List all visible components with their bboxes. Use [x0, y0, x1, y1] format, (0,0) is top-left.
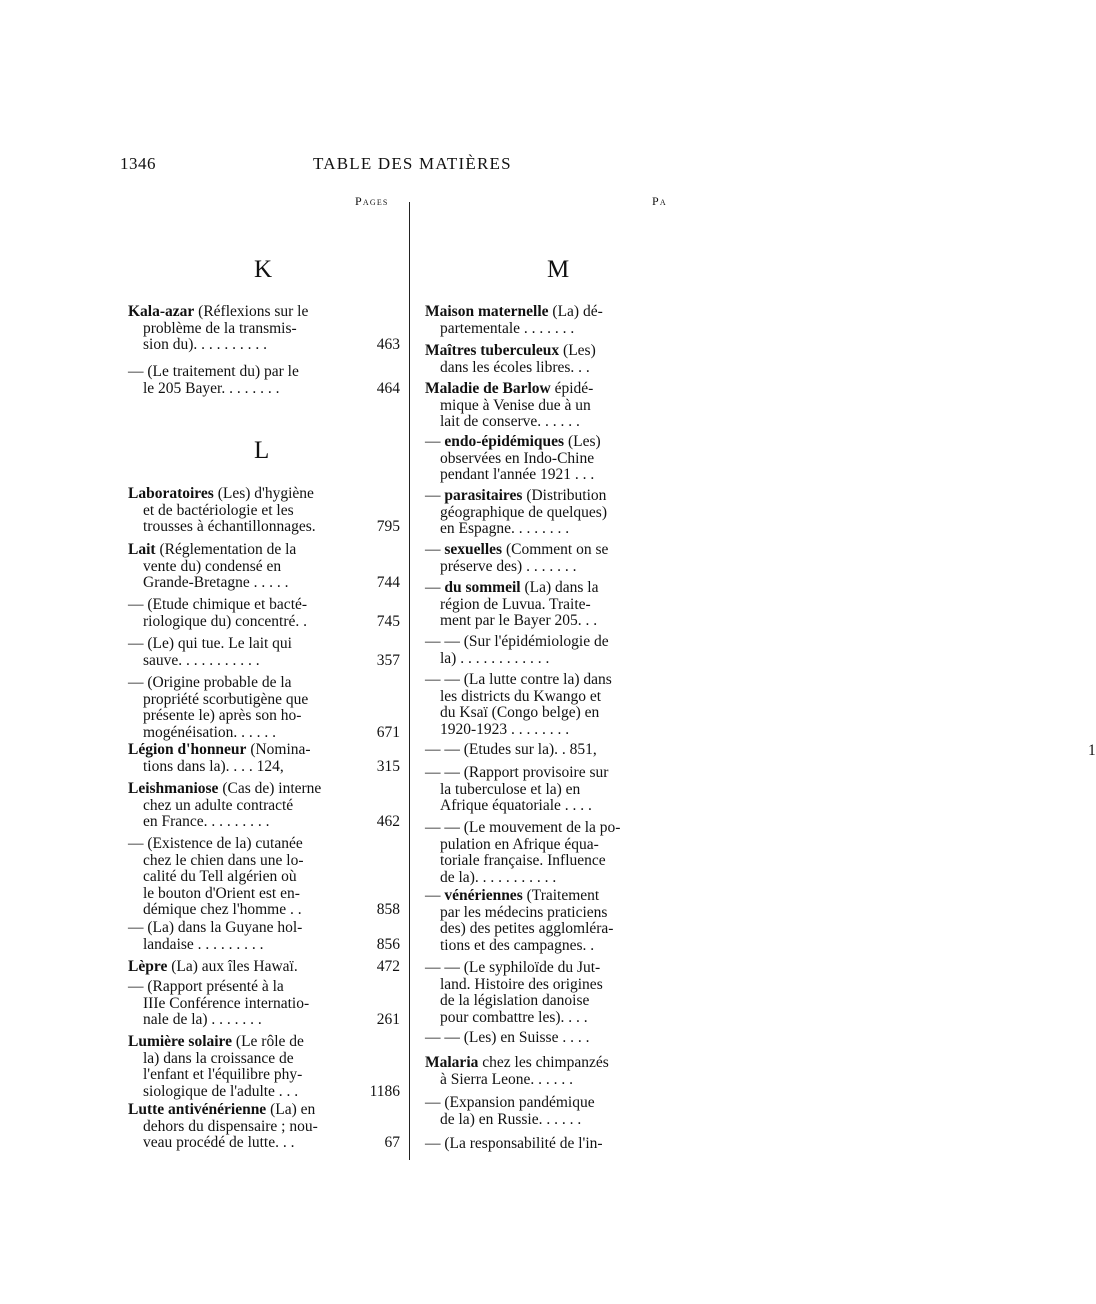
index-entry: — sexuelles (Comment on se préserve des) . . . . . . . [425, 541, 609, 575]
page-ref: 1186 [369, 1082, 400, 1100]
index-entry: — — (Etudes sur la). . 851, [425, 741, 597, 758]
pages-label-right: Pa [652, 194, 667, 208]
index-entry: Lait (Réglementation de la vente du) condensé en Grande-Bretagne . . . . . 744 [128, 541, 400, 592]
index-entry: — (La) dans la Guyane hol- landaise . . . . . . . . . 856 [128, 919, 400, 953]
page-number: 1346 [120, 154, 156, 173]
index-entry: — (Le traitement du) par le le 205 Bayer. . . . . . . . 464 [128, 363, 400, 397]
index-entry: Laboratoires (Les) d'hygiène et de bactériologie et les trousses à échantillonnages. 795 [128, 485, 400, 536]
index-entry: Maîtres tuberculeux (Les) dans les écoles libres. . . [425, 342, 596, 376]
index-entry: Malaria chez les chimpanzés à Sierra Leone. . . . . . [425, 1054, 609, 1088]
index-entry: Maladie de Barlow épidé- mique à Venise due à un lait de conserve. . . . . . [425, 380, 594, 431]
page-ref: 795 [376, 518, 400, 536]
index-entry: — du sommeil (La) dans la région de Luvua. Traite- ment par le Bayer 205. . . [425, 579, 599, 630]
page-ref: 671 [376, 723, 400, 741]
running-title: TABLE DES MATIÈRES [313, 154, 512, 173]
section-letter-m: M [547, 256, 570, 283]
index-entry: Kala-azar (Réflexions sur le problème de la transmis- sion du). . . . . . . . . . 463 [128, 303, 400, 354]
index-entry: — (Origine probable de la propriété scorbutigène que présente le) après son ho- mogénéisation. . . . . . 671 [128, 674, 400, 741]
index-entry: — vénériennes (Traitement par les médecins praticiens des) des petites agglomléra- tions et des campagnes. . [425, 887, 614, 954]
page-ref: 745 [376, 612, 400, 630]
index-entry: Maison maternelle (La) dé- partementale . . . . . . . [425, 303, 603, 337]
page-ref: 67 [384, 1134, 400, 1152]
index-entry: Lumière solaire (Le rôle de la) dans la croissance de l'enfant et l'équilibre phy- siologique de l'adulte . . . 1186 [128, 1033, 400, 1100]
index-entry: — — (Les) en Suisse . . . . [425, 1029, 590, 1046]
section-letter-l: L [254, 437, 270, 464]
page-ref: 856 [376, 935, 400, 953]
section-letter-k: K [254, 256, 273, 283]
column-divider [409, 202, 410, 1160]
index-entry: — (Etude chimique et bacté- riologique du) concentré. . 745 [128, 596, 400, 630]
cut-off-page-ref: 1 [1088, 742, 1096, 759]
page-ref: 261 [376, 1011, 400, 1029]
left-column [128, 0, 400, 1304]
page-ref: 744 [376, 574, 400, 592]
index-entry: — (Expansion pandémique de la) en Russie. . . . . . [425, 1094, 595, 1128]
index-entry: — (La responsabilité de l'in- [425, 1135, 603, 1152]
index-entry: — — (Le syphiloïde du Jut- land. Histoire des origines de la législation danoise pour combattre les). . . . [425, 959, 603, 1026]
index-entry: — (Existence de la) cutanée chez le chien dans une lo- calité du Tell algérien où le bouton d'Orient est en- démique chez l'homme . . 858 [128, 835, 400, 919]
index-entry: — — (La lutte contre la) dans les districts du Kwango et du Ksaï (Congo belge) en 1920-1923 . . . . . . . . [425, 671, 612, 738]
page-ref: 357 [376, 651, 400, 669]
index-entry: — (Le) qui tue. Le lait qui sauve. . . . . . . . . . . 357 [128, 635, 400, 669]
entry-headword: Kala-azar [128, 303, 195, 320]
page-ref: 463 [376, 336, 400, 354]
right-column [425, 0, 1096, 1304]
page-ref: 472 [376, 958, 400, 975]
index-entry: Légion d'honneur (Nomina- tions dans la). . . . 124, 315 [128, 741, 400, 775]
index-entry: Leishmaniose (Cas de) interne chez un adulte contracté en France. . . . . . . . . 462 [128, 780, 400, 831]
index-entry: Lèpre (La) aux îles Hawaï. 472 [128, 958, 400, 975]
index-entry: Lutte antivénérienne (La) en dehors du dispensaire ; nou- veau procédé de lutte. . . 67 [128, 1101, 400, 1152]
index-entry: — — (Sur l'épidémiologie de la) . . . . . . . . . . . . [425, 633, 609, 667]
page-ref: 462 [376, 813, 400, 831]
index-entry: — — (Le mouvement de la po- pulation en Afrique équa- toriale française. Influence de la). . . . . . . . . . . [425, 819, 621, 886]
page-ref: 464 [376, 379, 400, 397]
index-entry: — — (Rapport provisoire sur la tuberculose et la) en Afrique équatoriale . . . . [425, 764, 609, 815]
index-entry: — parasitaires (Distribution géographique de quelques) en Espagne. . . . . . . . [425, 487, 607, 538]
pages-label-left: Pages [355, 194, 389, 208]
index-entry: — endo-épidémiques (Les) observées en Indo-Chine pendant l'année 1921 . . . [425, 433, 601, 484]
page-ref: 858 [376, 901, 400, 919]
page-ref: 315 [376, 757, 400, 775]
index-entry: — (Rapport présenté à la IIIe Conférence internatio- nale de la) . . . . . . . 261 [128, 978, 400, 1029]
